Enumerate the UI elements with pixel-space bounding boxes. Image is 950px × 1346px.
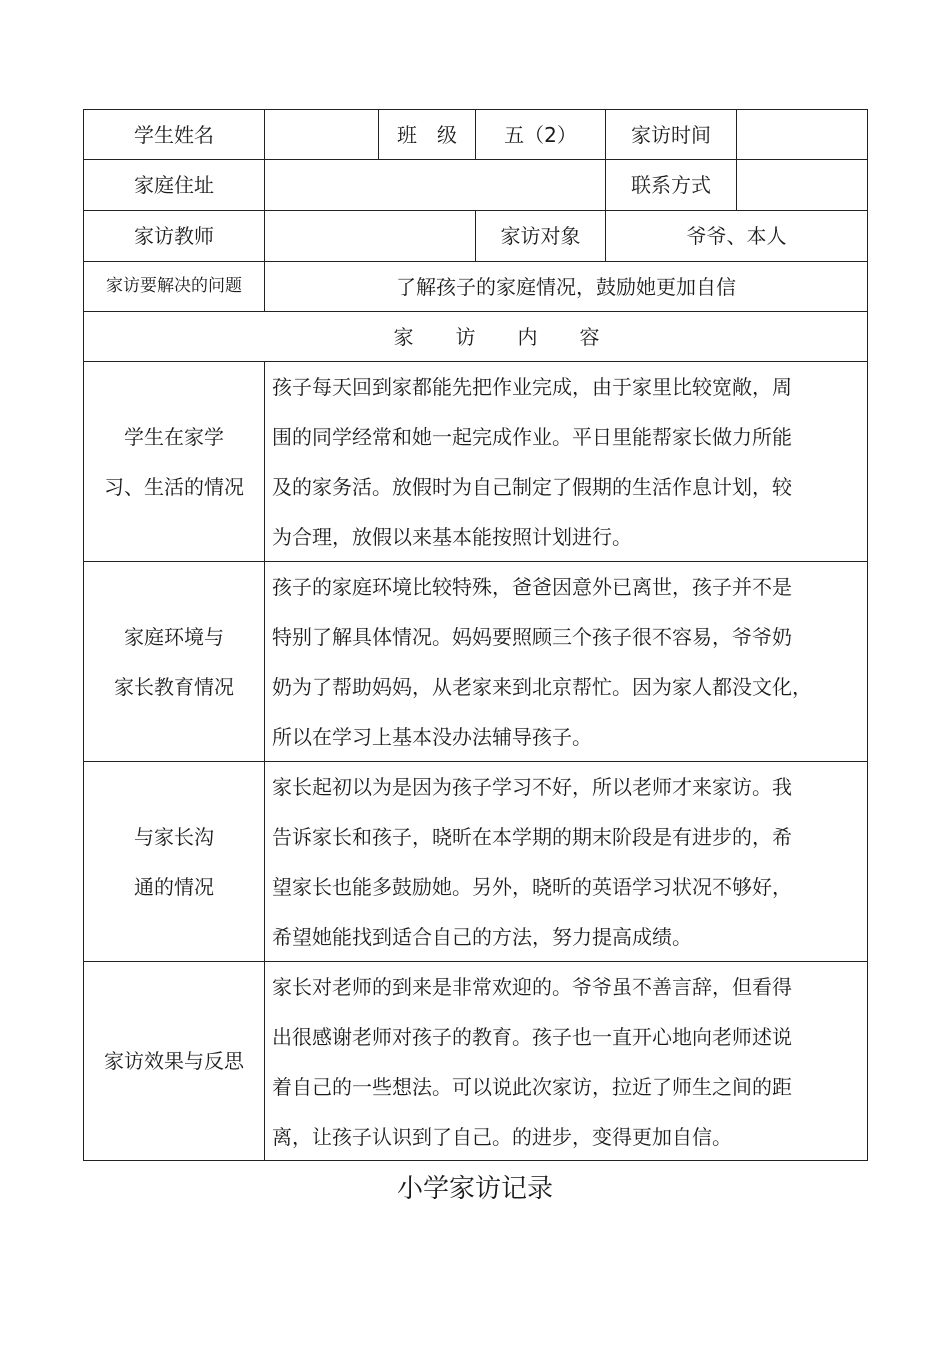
section-text [272, 962, 862, 1162]
section-label: 与家长沟 通的情况 [134, 824, 214, 899]
section-label: 家访效果与反思 [104, 1049, 244, 1073]
text-line: 希望她能找到适合自己的方法，努力提高成绩。 [272, 925, 692, 949]
teacher-label: 家访教师 [134, 224, 214, 248]
address-label: 家庭住址 [134, 173, 214, 197]
visit-time-label: 家访时间 [631, 122, 711, 147]
text-line: 奶为了帮助妈妈，从老家来到北京帮忙。因为家人都没文化， [272, 675, 812, 699]
footer-title: 小学家访记录 [396, 1174, 553, 1204]
text-line: 离，让孩子认识到了自己。的进步，变得更加自信。 [272, 1125, 732, 1149]
content-header: 家访内容 [393, 324, 642, 349]
address-value [265, 160, 605, 210]
class-label: 班 级 [397, 122, 457, 147]
text-line: 所以在学习上基本没办法辅导孩子。 [272, 725, 592, 749]
section-text [272, 562, 862, 762]
section-label: 学生在家学 习、生活的情况 [104, 424, 244, 499]
text-line: 着自己的一些想法。可以说此次家访，拉近了师生之间的距 [272, 1075, 792, 1099]
text-line: 孩子每天回到家都能先把作业完成，由于家里比较宽敞，周 [272, 375, 792, 399]
target-label: 家访对象 [500, 224, 581, 248]
section-label: 家庭环境与 家长教育情况 [114, 624, 234, 699]
contact-value [737, 160, 867, 210]
text-line: 出很感谢老师对孩子的教育。孩子也一直开心地向老师述说 [272, 1025, 792, 1049]
class-value: 五（2） [504, 122, 577, 147]
issue-label: 家访要解决的问题 [106, 276, 242, 296]
text-line: 告诉家长和孩子，晓昕在本学期的期末阶段是有进步的，希 [272, 825, 792, 849]
text-line: 特别了解具体情况。妈妈要照顾三个孩子很不容易，爷爷奶 [272, 625, 792, 649]
student-name-value [265, 110, 378, 159]
text-line: 为合理，放假以来基本能按照计划进行。 [272, 525, 632, 549]
text-line: 望家长也能多鼓励她。另外，晓昕的英语学习状况不够好， [272, 875, 792, 899]
issue-value: 了解孩子的家庭情况，鼓励她更加自信 [396, 274, 736, 299]
text-line: 家长起初以为是因为孩子学习不好，所以老师才来家访。我 [272, 775, 792, 799]
visit-time-value [737, 110, 867, 159]
text-line: 围的同学经常和她一起完成作业。平日里能帮家长做力所能 [272, 425, 792, 449]
contact-label: 联系方式 [631, 173, 711, 197]
section-text [272, 762, 862, 962]
section-text [272, 362, 862, 562]
student-name-label: 学生姓名 [134, 122, 214, 147]
teacher-value [265, 211, 475, 261]
text-line: 家长对老师的到来是非常欢迎的。爷爷虽不善言辞，但看得 [272, 975, 792, 999]
text-line: 孩子的家庭环境比较特殊，爸爸因意外已离世，孩子并不是 [272, 575, 792, 599]
text-line: 及的家务活。放假时为自己制定了假期的生活作息计划，较 [272, 475, 792, 499]
target-value: 爷爷、本人 [686, 224, 787, 248]
